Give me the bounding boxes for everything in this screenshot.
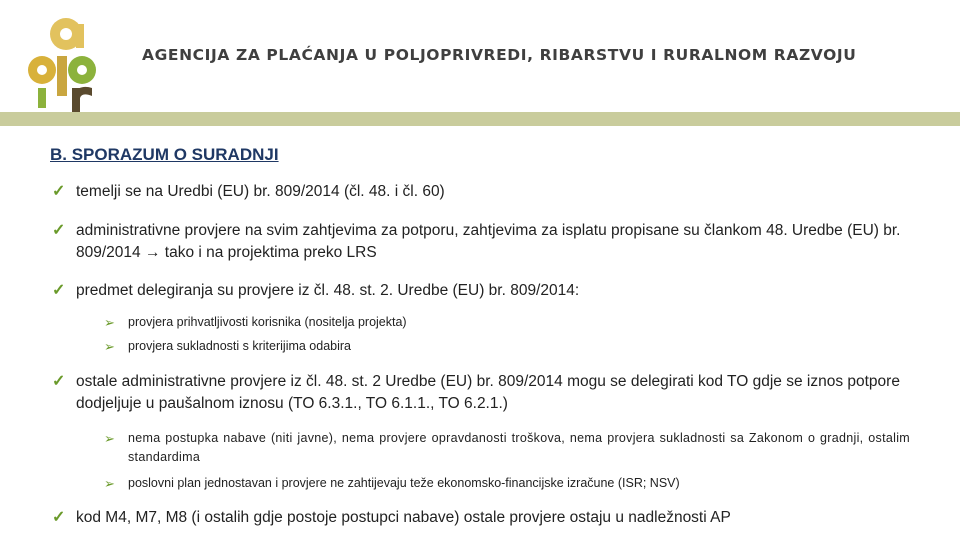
arrow-bullet-icon: ➢ [104, 315, 115, 330]
bullet-item [52, 507, 932, 529]
bullet-text: temelji se na Uredbi (EU) br. 809/2014 (čl. 48. i čl. 60) [76, 183, 445, 200]
bullet-text: kod M4, M7, M8 (i ostalih gdje postoje postupci nabave) ostale provjere ostaju u nadležnosti AP [76, 509, 731, 526]
checkmark-icon: ✓ [52, 373, 66, 390]
arrow-bullet-icon: ➢ [104, 339, 115, 354]
arrow-bullet-icon: ➢ [104, 431, 115, 446]
checkmark-icon: ✓ [52, 222, 66, 239]
checkmark-icon: ✓ [52, 183, 66, 200]
bullet-item [52, 220, 918, 264]
sub-text: provjera prihvatljivosti korisnika (nositelja projekta) [128, 315, 407, 329]
bullet-item [52, 181, 932, 203]
checkmark-icon: ✓ [52, 282, 66, 299]
checkmark-icon: ✓ [52, 509, 66, 526]
apr-logo [24, 14, 106, 112]
sub-text: poslovni plan jednostavan i provjere ne zahtijevaju teže ekonomsko-financijske izračune (ISR; NSV) [128, 476, 680, 490]
bullet-text: ostale administrativne provjere iz čl. 48. st. 2 Uredbe (EU) br. 809/2014 mogu se delegirati kod TO gdje se iznos potpore dodjeljuje u paušalnom iznosu (TO 6.3.1., TO 6.1.1., TO 6.2.1.) [76, 373, 900, 412]
sub-item [104, 429, 910, 467]
sub-item [104, 313, 924, 332]
bullet-item [52, 280, 932, 302]
bullet-text: administrativne provjere na svim zahtjevima za potporu, zahtjevima za isplatu propisane su člankom 48. Uredbe (EU) br. 809/2014 → tako i na projektima preko LRS [76, 222, 901, 261]
sub-text: provjera sukladnosti s kriterijima odabira [128, 339, 352, 353]
sub-item [104, 337, 924, 356]
sub-text: nema postupka nabave (niti javne), nema provjere opravdanosti troškova, nema provjera sukladnosti sa Zakonom o gradnji, ostalim standardima [128, 431, 910, 464]
header [0, 0, 960, 112]
sub-item [104, 474, 924, 493]
arrow-bullet-icon: ➢ [104, 476, 115, 491]
bullet-item [52, 371, 918, 415]
agency-name: AGENCIJA ZA PLAĆANJA U POLJOPRIVREDI, RIBARSTVU I RURALNOM RAZVOJU [142, 46, 857, 64]
bullet-text: predmet delegiranja su provjere iz čl. 48. st. 2. Uredbe (EU) br. 809/2014: [76, 282, 580, 299]
header-band [0, 112, 960, 126]
section-title: B. SPORAZUM O SURADNJI [50, 145, 279, 164]
